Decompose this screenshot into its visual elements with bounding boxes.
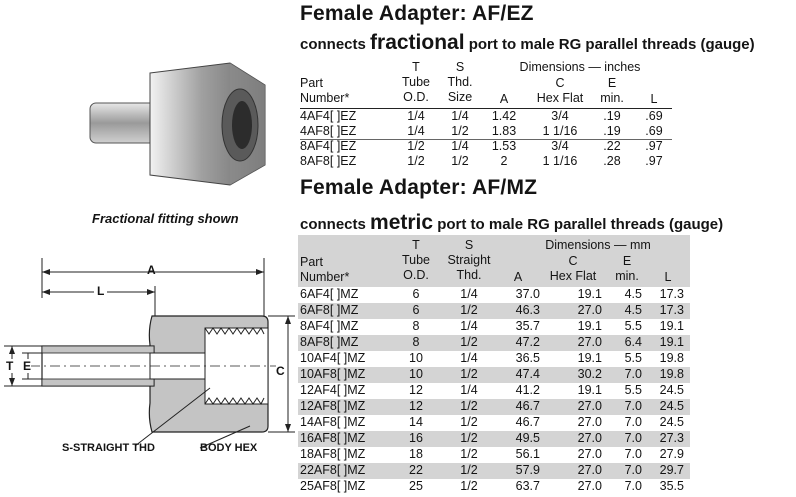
- af-mz-row: [298, 463, 690, 479]
- af-mz-cell-c: 19.1: [577, 351, 602, 365]
- af-ez-title: Female Adapter: AF/EZ: [300, 2, 534, 25]
- af-mz-row: [298, 399, 690, 415]
- af-mz-cell-e: 7.0: [624, 415, 642, 429]
- af-mz-row: [298, 479, 690, 495]
- af-mz-cell-t: 22: [409, 463, 423, 477]
- dimension-c-label: C: [276, 364, 285, 378]
- af-mz-cell-l: 35.5: [659, 479, 684, 493]
- af-mz-cell-e: 7.0: [624, 367, 642, 381]
- af-mz-cell-l: 27.9: [659, 447, 684, 461]
- af-mz-table: [298, 235, 690, 493]
- af-mz-cell-e: 7.0: [624, 463, 642, 477]
- af-mz-cell-part: 8AF4[ ]MZ: [300, 319, 359, 333]
- af-mz-cell-l: 24.5: [659, 383, 684, 397]
- af-ez-row: [300, 124, 672, 139]
- af-mz-cell-e: 7.0: [624, 399, 642, 413]
- af-ez-cell-part: 8AF4[ ]EZ: [300, 139, 357, 153]
- af-ez-cell-s: 1/4: [451, 139, 469, 153]
- af-mz-cell-l: 17.3: [659, 303, 684, 317]
- dimension-t-label: T: [6, 359, 14, 373]
- af-ez-cell-s: 1/2: [451, 124, 469, 138]
- af-mz-header-e: E min.: [615, 254, 639, 283]
- af-mz-row: [298, 303, 690, 319]
- straight-thread-label: S-STRAIGHT THD: [62, 442, 155, 454]
- af-mz-cell-c: 19.1: [577, 383, 602, 397]
- af-mz-title: Female Adapter: AF/MZ: [300, 176, 538, 199]
- af-ez-header-part: Part Number*: [300, 76, 350, 105]
- af-ez-subtitle: [300, 31, 755, 55]
- af-mz-cell-l: 19.8: [659, 367, 684, 381]
- af-mz-header-s: S Straight Thd.: [447, 238, 491, 282]
- af-ez-cell-part: 4AF4[ ]EZ: [300, 109, 357, 123]
- af-mz-cell-t: 10: [409, 367, 423, 381]
- af-mz-cell-a: 41.2: [515, 383, 540, 397]
- photo-caption: Fractional fitting shown: [92, 211, 239, 226]
- af-mz-cell-t: 6: [412, 287, 420, 301]
- af-ez-cell-c: 1 1/16: [542, 124, 578, 138]
- af-ez-cell-e: .22: [603, 139, 621, 153]
- af-ez-cell-l: .97: [645, 154, 663, 168]
- af-mz-cell-l: 24.5: [659, 415, 684, 429]
- af-mz-cell-l: 29.7: [659, 463, 684, 477]
- af-mz-row: [298, 351, 690, 367]
- af-ez-header-e: E min.: [600, 76, 624, 105]
- af-mz-cell-a: 46.7: [515, 415, 540, 429]
- af-ez-cell-e: .19: [603, 109, 621, 123]
- af-mz-cell-s: 1/2: [460, 399, 478, 413]
- af-mz-cell-s: 1/2: [460, 463, 478, 477]
- af-mz-row: [298, 335, 690, 351]
- af-ez-cell-c: 3/4: [551, 139, 569, 153]
- af-mz-cell-e: 7.0: [624, 479, 642, 493]
- af-mz-header-l: L: [664, 270, 672, 284]
- af-mz-cell-t: 12: [409, 399, 423, 413]
- af-mz-cell-a: 46.3: [515, 303, 540, 317]
- af-ez-subtitle-pre: connects: [300, 36, 371, 53]
- af-mz-subtitle-post: port to male RG parallel threads (gauge): [433, 216, 724, 233]
- af-ez-header-s: S Thd. Size: [447, 60, 473, 104]
- af-mz-cell-c: 27.0: [577, 415, 602, 429]
- af-mz-cell-a: 57.9: [515, 463, 540, 477]
- af-mz-cell-c: 27.0: [577, 335, 602, 349]
- af-mz-header-c: C Hex Flat: [549, 254, 597, 283]
- af-mz-cell-t: 8: [412, 319, 420, 333]
- af-mz-cell-t: 12: [409, 383, 423, 397]
- af-ez-table: [300, 58, 672, 170]
- af-mz-cell-part: 10AF4[ ]MZ: [300, 351, 366, 365]
- af-mz-cell-l: 17.3: [659, 287, 684, 301]
- af-mz-cell-part: 18AF8[ ]MZ: [300, 447, 366, 461]
- af-mz-cell-e: 7.0: [624, 431, 642, 445]
- af-mz-row: [298, 287, 690, 303]
- af-ez-cell-part: 8AF8[ ]EZ: [300, 154, 357, 168]
- af-mz-cell-s: 1/2: [460, 415, 478, 429]
- dimension-e-label: E: [23, 359, 32, 373]
- af-mz-header-part: Part Number*: [300, 255, 350, 284]
- af-ez-cell-t: 1/2: [407, 139, 425, 153]
- af-mz-cell-s: 1/2: [460, 335, 478, 349]
- af-mz-cell-a: 46.7: [515, 399, 540, 413]
- af-ez-cell-t: 1/4: [407, 109, 425, 123]
- af-mz-header-a: A: [513, 270, 523, 284]
- af-mz-cell-l: 19.8: [659, 351, 684, 365]
- af-ez-cell-e: .28: [603, 154, 621, 168]
- af-mz-cell-s: 1/4: [460, 351, 478, 365]
- body-hex-label: BODY HEX: [200, 442, 258, 454]
- fitting-photo: [80, 55, 280, 190]
- af-mz-cell-part: 25AF8[ ]MZ: [300, 479, 366, 493]
- af-mz-cell-l: 19.1: [659, 335, 684, 349]
- af-ez-cell-part: 4AF8[ ]EZ: [300, 124, 357, 138]
- af-mz-cell-a: 36.5: [515, 351, 540, 365]
- af-mz-cell-a: 49.5: [515, 431, 540, 445]
- af-mz-row: [298, 319, 690, 335]
- af-mz-cell-t: 10: [409, 351, 423, 365]
- af-mz-row: [298, 415, 690, 431]
- af-mz-cell-t: 8: [412, 335, 420, 349]
- af-mz-cell-s: 1/2: [460, 431, 478, 445]
- af-mz-cell-t: 18: [409, 447, 423, 461]
- af-ez-cell-l: .97: [645, 139, 663, 153]
- af-mz-row: [298, 431, 690, 447]
- af-mz-cell-a: 63.7: [515, 479, 540, 493]
- cross-section-drawing: [0, 258, 300, 458]
- af-ez-cell-t: 1/4: [407, 124, 425, 138]
- af-ez-header-l: L: [650, 92, 658, 106]
- af-mz-cell-s: 1/2: [460, 447, 478, 461]
- af-mz-cell-t: 6: [412, 303, 420, 317]
- af-ez-header-c: C Hex Flat: [536, 76, 584, 105]
- af-ez-row: [300, 139, 672, 154]
- af-ez-subtitle-post: port to male RG parallel threads (gauge): [464, 36, 755, 53]
- af-mz-cell-part: 6AF4[ ]MZ: [300, 287, 359, 301]
- af-mz-cell-a: 47.2: [515, 335, 540, 349]
- af-mz-row: [298, 367, 690, 383]
- af-ez-cell-c: 3/4: [551, 109, 569, 123]
- af-ez-cell-a: 1.42: [491, 109, 517, 123]
- af-mz-cell-s: 1/4: [460, 383, 478, 397]
- af-mz-cell-s: 1/2: [460, 479, 478, 493]
- af-ez-cell-t: 1/2: [407, 154, 425, 168]
- af-mz-cell-l: 19.1: [659, 319, 684, 333]
- af-mz-cell-s: 1/2: [460, 303, 478, 317]
- af-mz-cell-c: 19.1: [577, 319, 602, 333]
- af-mz-subtitle-pre: connects: [300, 216, 371, 233]
- af-mz-cell-c: 27.0: [577, 303, 602, 317]
- af-mz-cell-c: 19.1: [577, 287, 602, 301]
- af-mz-cell-part: 8AF8[ ]MZ: [300, 335, 359, 349]
- af-mz-cell-part: 12AF4[ ]MZ: [300, 383, 366, 397]
- af-mz-cell-t: 14: [409, 415, 423, 429]
- af-mz-cell-part: 16AF8[ ]MZ: [300, 431, 366, 445]
- af-mz-cell-c: 27.0: [577, 463, 602, 477]
- af-ez-cell-l: .69: [645, 109, 663, 123]
- af-mz-header-t: T Tube O.D.: [401, 238, 431, 282]
- af-mz-cell-c: 27.0: [577, 447, 602, 461]
- af-mz-cell-l: 24.5: [659, 399, 684, 413]
- af-ez-cell-l: .69: [645, 124, 663, 138]
- af-mz-header-dimensions: Dimensions — mm: [545, 238, 651, 252]
- af-mz-cell-t: 16: [409, 431, 423, 445]
- af-mz-cell-s: 1/4: [460, 319, 478, 333]
- af-ez-header-dimensions: Dimensions — inches: [519, 60, 641, 74]
- af-mz-cell-s: 1/4: [460, 287, 478, 301]
- af-mz-row: [298, 447, 690, 463]
- af-mz-cell-c: 30.2: [577, 367, 602, 381]
- af-ez-header-a: A: [499, 92, 509, 106]
- af-mz-row: [298, 383, 690, 399]
- af-ez-header-t: T Tube O.D.: [401, 60, 431, 104]
- af-ez-cell-a: 1.53: [491, 139, 517, 153]
- af-mz-cell-a: 56.1: [515, 447, 540, 461]
- af-mz-cell-e: 5.5: [624, 383, 642, 397]
- af-ez-cell-c: 1 1/16: [542, 154, 578, 168]
- af-mz-cell-part: 12AF8[ ]MZ: [300, 399, 366, 413]
- af-ez-cell-s: 1/2: [451, 154, 469, 168]
- af-mz-cell-e: 4.5: [624, 287, 642, 301]
- af-ez-row: [300, 109, 672, 124]
- af-mz-cell-s: 1/2: [460, 367, 478, 381]
- af-mz-cell-e: 4.5: [624, 303, 642, 317]
- af-mz-cell-c: 27.0: [577, 479, 602, 493]
- af-mz-cell-part: 10AF8[ ]MZ: [300, 367, 366, 381]
- af-ez-cell-s: 1/4: [451, 109, 469, 123]
- af-mz-subtitle: [300, 211, 723, 235]
- af-ez-subtitle-key: fractional: [370, 31, 465, 54]
- af-mz-cell-e: 7.0: [624, 447, 642, 461]
- dimension-a-label: A: [147, 263, 156, 277]
- af-mz-cell-l: 27.3: [659, 431, 684, 445]
- af-mz-subtitle-key: metric: [370, 211, 434, 234]
- af-ez-cell-a: 1.83: [491, 124, 517, 138]
- af-ez-cell-e: .19: [603, 124, 621, 138]
- af-ez-row: [300, 154, 672, 169]
- af-mz-cell-e: 5.5: [624, 351, 642, 365]
- af-ez-cell-a: 2: [500, 154, 508, 168]
- af-mz-cell-part: 22AF8[ ]MZ: [300, 463, 366, 477]
- dimension-l-label: L: [94, 284, 107, 298]
- af-mz-cell-c: 27.0: [577, 399, 602, 413]
- af-mz-cell-t: 25: [409, 479, 423, 493]
- af-mz-cell-part: 14AF8[ ]MZ: [300, 415, 366, 429]
- af-mz-cell-a: 47.4: [515, 367, 540, 381]
- af-mz-cell-e: 5.5: [624, 319, 642, 333]
- af-mz-cell-part: 6AF8[ ]MZ: [300, 303, 359, 317]
- af-mz-cell-e: 6.4: [624, 335, 642, 349]
- af-mz-cell-c: 27.0: [577, 431, 602, 445]
- af-mz-cell-a: 35.7: [515, 319, 540, 333]
- af-mz-cell-a: 37.0: [515, 287, 540, 301]
